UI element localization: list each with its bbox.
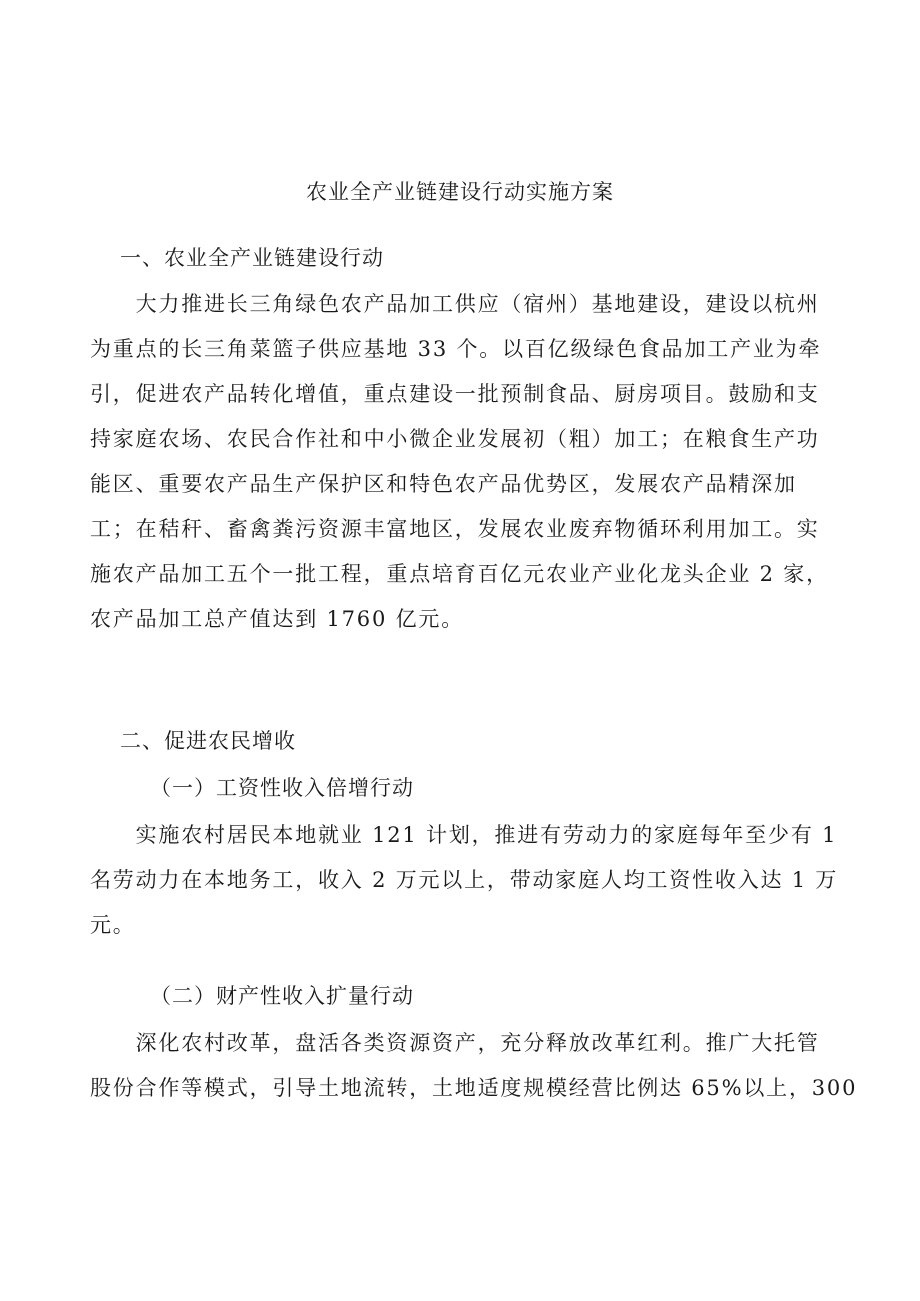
subsection2-paragraph (90, 1021, 858, 1111)
paragraph-line: 农产品加工总产值达到 1760 亿元。 (90, 607, 464, 631)
subsection-heading-1: （一）工资性收入倍增行动 (150, 776, 414, 800)
paragraph-line: 大力推进长三角绿色农产品加工供应（宿州）基地建设，建设以杭州 (90, 292, 820, 316)
document-title: 农业全产业链建设行动实施方案 (306, 180, 614, 204)
section-heading-1: 一、农业全产业链建设行动 (120, 246, 384, 270)
paragraph-line: 为重点的长三角菜篮子供应基地 33 个。以百亿级绿色食品加工产业为牵 (90, 337, 822, 361)
paragraph-line: 持家庭农场、农民合作社和中小微企业发展初（粗）加工；在粮食生产功 (90, 427, 820, 451)
paragraph-line: 工；在秸秆、畜禽粪污资源丰富地区，发展农业废弃物循环利用加工。实 (90, 517, 820, 541)
paragraph-line: 引，促进农产品转化增值，重点建设一批预制食品、厨房项目。鼓励和支 (90, 382, 820, 406)
subsection-heading-2: （二）财产性收入扩量行动 (150, 984, 414, 1008)
section1-paragraph (90, 282, 850, 642)
paragraph-line: 元。 (90, 913, 136, 937)
paragraph-line: 施农产品加工五个一批工程，重点培育百亿元农业产业化龙头企业 2 家， (90, 562, 829, 586)
paragraph-line: 股份合作等模式，引导土地流转，土地适度规模经营比例达 65%以上，300 (90, 1076, 858, 1100)
paragraph-line: 能区、重要农产品生产保护区和特色农产品优势区，发展农产品精深加 (90, 472, 797, 496)
subsection1-paragraph (90, 813, 850, 948)
paragraph-line: 实施农村居民本地就业 121 计划，推进有劳动力的家庭每年至少有 1 (90, 823, 838, 847)
paragraph-line: 名劳动力在本地务工，收入 2 万元以上，带动家庭人均工资性收入达 1 万 (90, 868, 839, 892)
section-heading-2: 二、促进农民增收 (120, 729, 296, 753)
paragraph-line: 深化农村改革，盘活各类资源资产，充分释放改革红利。推广大托管 (90, 1031, 820, 1055)
